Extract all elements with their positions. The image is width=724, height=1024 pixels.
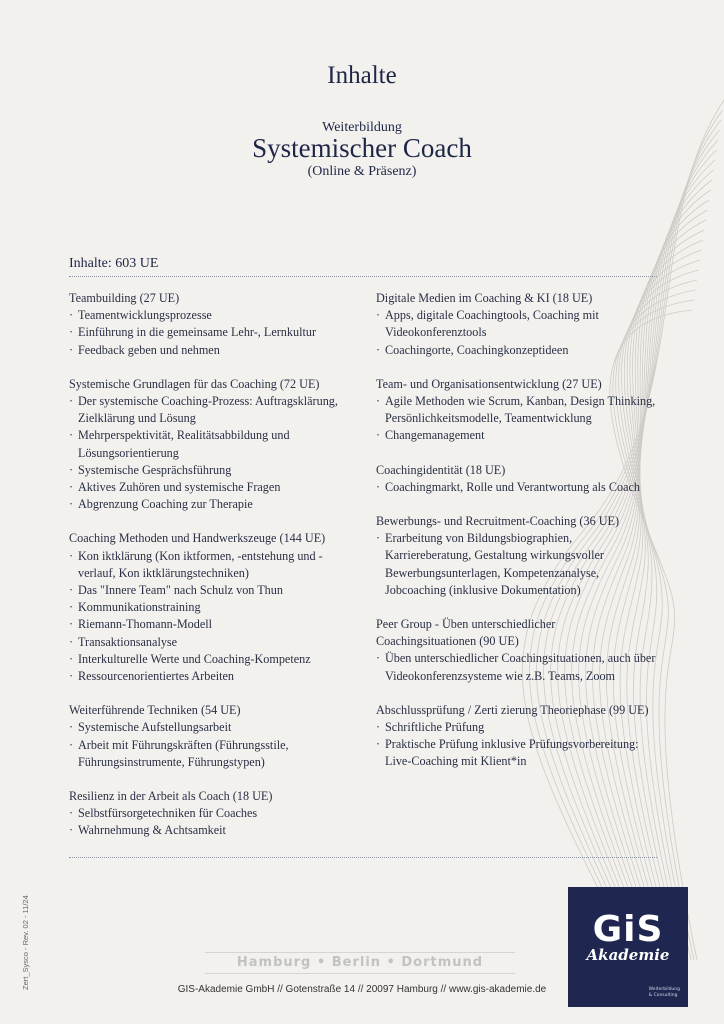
- section-list-item: · Ressourcenorientiertes Arbeiten: [69, 668, 359, 685]
- section-title: Teambuilding (27 UE): [69, 291, 180, 305]
- section-list-item: · Aktives Zuhören und systemische Fragen: [69, 479, 359, 496]
- section-list-item: · Changemanagement: [376, 427, 658, 444]
- section-title: Resilienz in der Arbeit als Coach (18 UE): [69, 789, 273, 804]
- section-title: Coaching Methoden und Handwerkszeuge (144 UE): [69, 531, 326, 546]
- section-list-item: · Wahrnehmung & Achtsamkeit: [69, 822, 359, 839]
- content-section: [376, 376, 658, 445]
- section-list-item: · Coachingorte, Coachingkonzeptideen: [376, 342, 658, 359]
- logo-subtitle: Akademie: [586, 946, 670, 964]
- city-band: Hamburg • Berlin • Dortmund: [205, 952, 515, 974]
- document-revision-code: Zert_Sysco - Rev. 02 - 11/24: [21, 895, 30, 990]
- logo-tagline-1: Weiterbildung: [648, 987, 680, 992]
- left-content-column: [69, 290, 359, 857]
- content-section: [376, 513, 658, 599]
- content-section: [69, 530, 359, 685]
- total-hours: Inhalte: 603 UE: [69, 256, 159, 271]
- bottom-divider: [69, 857, 657, 858]
- section-list-item: · Einführung in die gemeinsame Lehr-, Lernkultur: [69, 324, 359, 341]
- section-title: Systemische Grundlagen für das Coaching (72 UE): [69, 376, 320, 391]
- course-kicker: Weiterbildung: [322, 120, 402, 135]
- section-list-item: · Üben unterschiedlicher Coachingsituationen, auch über Videokonferenzsysteme wie z.B. Teams, Zoom: [376, 650, 658, 684]
- section-list-item: · Selbstfürsorgetechniken für Coaches: [69, 805, 359, 822]
- section-title: Digitale Medien im Coaching & KI (18 UE): [376, 291, 593, 305]
- content-section: [376, 616, 658, 685]
- section-list-item: · Schriftliche Prüfung: [376, 719, 658, 736]
- course-format: (Online & Präsenz): [307, 164, 417, 179]
- content-section: [376, 290, 658, 359]
- section-list-item: · Kon iktklärung (Kon iktformen, -entstehung und -verlauf, Kon iktklärungstechniken): [69, 548, 359, 582]
- section-list-item: · Erarbeitung von Bildungsbiographien, Karriereberatung, Gestaltung wirkungsvoller Bewerbungsunterlagen, Kompetenzanalyse, Jobcoaching (inklusive Dokumentation): [376, 530, 658, 599]
- content-section: [69, 788, 359, 840]
- section-title: Abschlussprüfung / Zerti zierung Theoriephase (99 UE): [376, 702, 649, 717]
- content-section: [69, 376, 359, 514]
- course-title: Systemischer Coach: [252, 133, 472, 163]
- right-content-column: [376, 290, 658, 788]
- content-section: [376, 462, 658, 496]
- section-title: Team- und Organisationsentwicklung (27 UE): [376, 376, 602, 391]
- company-address: GIS-Akademie GmbH // Gotenstraße 14 // 20097 Hamburg // www.gis-akademie.de: [177, 984, 547, 995]
- logo-tagline-2: & Consulting: [648, 993, 678, 998]
- section-list-item: · Feedback geben und nehmen: [69, 342, 359, 359]
- section-list-item: · Systemische Aufstellungsarbeit: [69, 719, 359, 736]
- section-list-item: · Mehrperspektivität, Realitätsabbildung und Lösungsorientierung: [69, 427, 359, 461]
- section-title: Weiterführende Techniken (54 UE): [69, 703, 241, 718]
- section-list-item: · Kommunikationstraining: [69, 599, 359, 616]
- section-list-item: · Das "Innere Team" nach Schulz von Thun: [69, 582, 359, 599]
- section-list-item: · Abgrenzung Coaching zur Therapie: [69, 496, 359, 513]
- gis-akademie-logo: [568, 887, 688, 1007]
- content-section: [376, 702, 658, 771]
- section-list-item: · Arbeit mit Führungskräften (Führungsstile, Führungsinstrumente, Führungstypen): [69, 737, 359, 771]
- page-title: Inhalte: [327, 62, 397, 89]
- section-title: Coachingidentität (18 UE): [376, 462, 506, 477]
- section-title: Bewerbungs- und Recruitment-Coaching (36 UE): [376, 514, 620, 529]
- section-list-item: · Agile Methoden wie Scrum, Kanban, Design Thinking, Persönlichkeitsmodelle, Teamentwicklung: [376, 393, 658, 427]
- section-list-item: · Systemische Gesprächsführung: [69, 462, 359, 479]
- content-section: [69, 290, 359, 359]
- section-list-item: · Der systemische Coaching-Prozess: Auftragsklärung, Zielklärung und Lösung: [69, 393, 359, 427]
- section-list-item: · Apps, digitale Coachingtools, Coaching mit Videokonferenztools: [376, 307, 658, 341]
- section-list-item: · Praktische Prüfung inklusive Prüfungsvorbereitung: Live-Coaching mit Klient*in: [376, 736, 658, 770]
- logo-wordmark: GiS: [592, 909, 664, 950]
- section-list-item: · Teamentwicklungsprozesse: [69, 307, 359, 324]
- content-section: [69, 702, 359, 771]
- section-list-item: · Transaktionsanalyse: [69, 634, 359, 651]
- section-list-item: · Interkulturelle Werte und Coaching-Kompetenz: [69, 651, 359, 668]
- section-title: Peer Group - Üben unterschiedlicher Coachingsituationen (90 UE): [376, 617, 556, 649]
- section-list-item: · Coachingmarkt, Rolle und Verantwortung als Coach: [376, 479, 658, 496]
- top-divider: [69, 276, 657, 277]
- section-list-item: · Riemann-Thomann-Modell: [69, 616, 359, 633]
- logo-tagline: [649, 987, 680, 999]
